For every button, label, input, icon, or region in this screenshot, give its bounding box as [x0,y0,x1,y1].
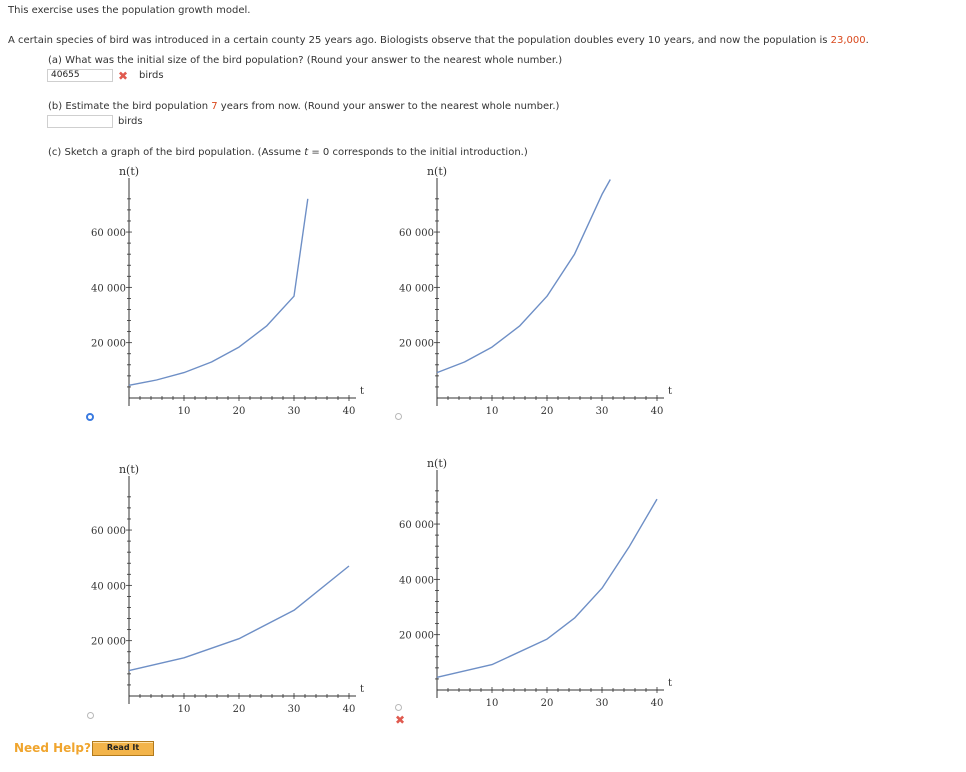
x-tick-label: 40 [342,406,356,417]
y-axis-label: n(t) [426,457,448,470]
need-help-label: Need Help? [14,741,91,755]
y-axis-label: n(t) [118,463,140,476]
graph-option-4 [388,450,688,712]
x-tick-label: 10 [485,698,499,709]
part-b-question [48,100,559,113]
read-it-button[interactable]: Read It [92,741,154,756]
y-tick-label: 20 000 [399,630,434,642]
y-tick-label: 40 000 [91,581,126,593]
x-tick-label: 30 [287,406,301,417]
y-tick-label: 20 000 [91,636,126,648]
part-b-answer-input[interactable] [47,115,113,128]
incorrect-icon: ✖ [395,713,406,727]
x-axis-label: t [667,386,673,397]
part-c-text-end: = 0 corresponds to the initial introduction.) [308,147,528,158]
x-tick-label: 30 [595,698,609,709]
x-axis-label: t [667,678,673,689]
part-b-years: 7 [211,101,218,112]
graph-option-2 [388,158,688,420]
x-tick-label: 20 [540,698,554,709]
y-tick-label: 60 000 [91,228,126,240]
graph-option-2-radio[interactable] [395,413,402,420]
y-tick-label: 20 000 [399,338,434,350]
x-axis-label: t [359,386,365,397]
population-curve [129,199,308,385]
part-b-text-end: years from now. (Round your answer to the nearest whole number.) [217,101,560,112]
part-a-question: (a) What was the initial size of the bird population? (Round your answer to the nearest whole number.) [48,55,563,66]
y-tick-label: 60 000 [399,520,434,532]
part-a-answer-input[interactable]: 40655 [47,69,113,82]
x-tick-label: 30 [287,704,301,715]
x-tick-label: 10 [177,704,191,715]
incorrect-icon: ✖ [118,69,129,83]
part-a-unit: birds [139,70,164,81]
x-tick-label: 40 [650,406,664,417]
y-axis-label: n(t) [426,165,448,178]
population-now: 23,000 [830,35,866,46]
x-tick-label: 30 [595,406,609,417]
x-tick-label: 20 [232,406,246,417]
population-curve [129,566,349,671]
part-c-text: (c) Sketch a graph of the bird population. (Assume [48,147,305,158]
part-c-variable: t [304,147,309,158]
x-tick-label: 20 [232,704,246,715]
graph-option-3-radio[interactable] [87,712,94,719]
y-tick-label: 20 000 [91,338,126,350]
y-axis-label: n(t) [118,165,140,178]
y-tick-label: 40 000 [399,283,434,295]
intro-text: This exercise uses the population growth model. [8,5,251,16]
y-tick-label: 60 000 [399,228,434,240]
x-axis-label: t [359,684,365,695]
x-tick-label: 20 [540,406,554,417]
population-curve [437,499,657,677]
problem-end: . [865,35,869,46]
problem-statement [8,34,869,47]
graph-option-1 [80,158,380,420]
part-b-unit: birds [118,116,143,127]
graph-option-1-radio[interactable] [86,413,94,421]
graph-option-3 [80,456,380,718]
x-tick-label: 40 [342,704,356,715]
y-tick-label: 40 000 [399,575,434,587]
x-tick-label: 10 [485,406,499,417]
y-tick-label: 60 000 [91,526,126,538]
population-curve [437,180,610,373]
x-tick-label: 40 [650,698,664,709]
part-b-text: (b) Estimate the bird population [48,101,212,112]
graph-option-4-radio[interactable] [395,704,402,711]
y-tick-label: 40 000 [91,283,126,295]
problem-text: A certain species of bird was introduced in a certain county 25 years ago. Biologists observe that the population doubles every 10 years, and now the population is [8,35,831,46]
x-tick-label: 10 [177,406,191,417]
